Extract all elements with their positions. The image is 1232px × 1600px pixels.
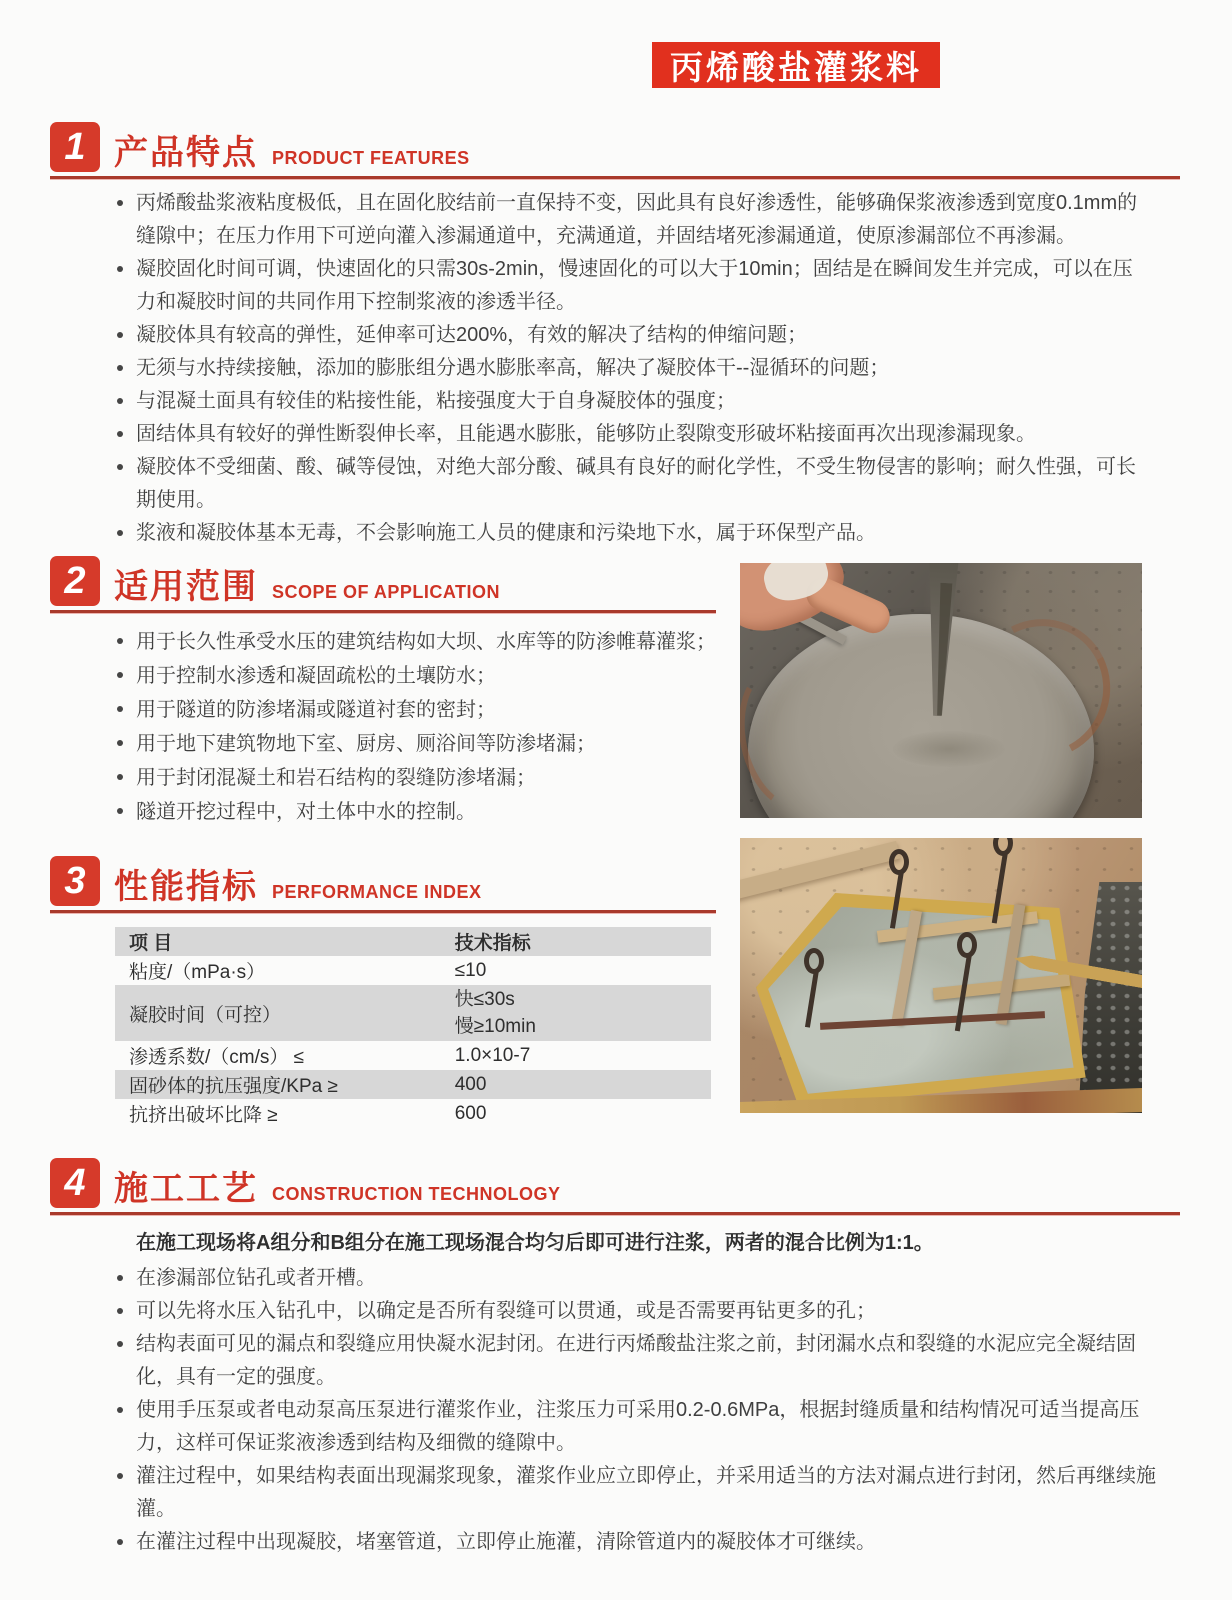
list-item: 丙烯酸盐浆液粘度极低，且在固化胶结前一直保持不变，因此具有良好渗透性，能够确保浆液渗透到宽度0.1mm的缝隙中；在压力作用下可逆向灌入渗漏通道中，充满通道，并固结堵死渗漏通道，使原渗漏部位不再渗漏。 (108, 187, 1150, 253)
mixing-ratio-note: 在施工现场将A组分和B组分在施工现场混合均匀后即可进行注浆，两者的混合比例为1:1。 (136, 1232, 934, 1254)
table-header-row (115, 927, 711, 956)
section-header (50, 1158, 1180, 1208)
list-item: 无须与水持续接触，添加的膨胀组分遇水膨胀率高，解决了凝胶体干--湿循环的问题； (108, 352, 1150, 385)
list-item: 凝胶固化时间可调，快速固化的只需30s-2min，慢速固化的可以大于10min；固结是在瞬间发生并完成，可以在压力和凝胶时间的共同作用下控制浆液的渗透半径。 (108, 253, 1150, 319)
section-title-cn: 施工工艺 (114, 1170, 258, 1208)
photo-anchor-hook (957, 932, 977, 1032)
list-item: 在灌注过程中出现凝胶，堵塞管道，立即停止施灌，清除管道内的凝胶体才可继续。 (108, 1526, 1166, 1559)
table-cell-item: 抗挤出破坏比降 ≥ (129, 1105, 278, 1126)
formwork-grouting-photo (740, 838, 1142, 1113)
table-header-item: 项 目 (129, 933, 173, 954)
photo-anchor-hook (804, 948, 824, 1028)
product-title: 丙烯酸盐灌浆料 (670, 48, 922, 86)
section-header (50, 122, 1180, 172)
list-item: 结构表面可见的漏点和裂缝应用快凝水泥封闭。在进行丙烯酸盐注浆之前，封闭漏水点和裂缝的水泥应完全凝结固化，具有一定的强度。 (108, 1328, 1166, 1394)
list-item: 使用手压泵或者电动泵高压泵进行灌浆作业，注浆压力可采用0.2-0.6MPa，根据封缝质量和结构情况可适当提高压力，这样可保证浆液渗透到结构及细微的缝隙中。 (108, 1394, 1166, 1460)
table-row (115, 1070, 711, 1099)
photo-hook-stem (992, 851, 1008, 923)
section-title-cn: 产品特点 (114, 134, 258, 172)
section-number-badge: 3 (50, 856, 100, 906)
feature-list (108, 187, 1150, 550)
table-cell-value: 1.0×10-7 (454, 1044, 531, 1066)
photo-hook-stem (890, 871, 904, 929)
table-cell-value: ≤10 (454, 959, 487, 981)
gel-time-slow: 慢≥10min (454, 1016, 536, 1037)
section-number-badge: 2 (50, 556, 100, 606)
section-title-en: PERFORMANCE INDEX (272, 882, 482, 902)
section-divider (50, 610, 716, 613)
list-item: 用于地下建筑物地下室、厨房、厕浴间等防渗堵漏； (108, 727, 728, 761)
list-item: 可以先将水压入钻孔中，以确定是否所有裂缝可以贯通，或是否需要再钻更多的孔； (108, 1295, 1166, 1328)
list-item: 在渗漏部位钻孔或者开槽。 (108, 1262, 1166, 1295)
section-title-en: CONSTRUCTION TECHNOLOGY (272, 1184, 561, 1204)
table-cell-value: 400 (454, 1073, 487, 1095)
section-construction-technology (50, 1158, 1180, 1559)
list-item: 与混凝土面具有较佳的粘接性能，粘接强度大于自身凝胶体的强度； (108, 385, 1150, 418)
list-item: 用于控制水渗透和凝固疏松的土壤防水； (108, 659, 728, 693)
section-divider (50, 176, 1180, 179)
table-cell-item: 凝胶时间（可控） (129, 1004, 282, 1026)
list-item: 用于隧道的防渗堵漏或隧道衬套的密封； (108, 693, 728, 727)
list-item: 浆液和凝胶体基本无毒，不会影响施工人员的健康和污染地下水，属于环保型产品。 (108, 517, 1150, 550)
list-item: 用于长久性承受水压的建筑结构如大坝、水库等的防渗帷幕灌浆； (108, 625, 728, 659)
table-cell-item: 粘度/（mPa·s） (129, 962, 266, 983)
section-title-cn: 适用范围 (114, 568, 258, 606)
list-item: 灌注过程中，如果结构表面出现漏浆现象，灌浆作业应立即停止，并采用适当的方法对漏点进行封闭，然后再继续施灌。 (108, 1460, 1166, 1526)
table-cell-item: 渗透系数/（cm/s） ≤ (129, 1047, 305, 1068)
photo-anchor-hook (889, 849, 909, 929)
photo-hook-stem (955, 953, 972, 1031)
section-divider (50, 1212, 1180, 1215)
gel-time-fast: 快≤30s (454, 989, 515, 1010)
table-row (115, 1099, 711, 1128)
photo-anchor-hook (993, 838, 1013, 924)
photo-slurry-pool (893, 731, 1006, 767)
procedure-list (108, 1262, 1166, 1559)
product-title-banner (652, 42, 940, 88)
list-item: 用于封闭混凝土和岩石结构的裂缝防渗堵漏； (108, 761, 728, 795)
grout-mixing-photo (740, 563, 1142, 818)
table-row (115, 956, 711, 985)
section-product-features (50, 122, 1180, 550)
table-cell-value: 600 (454, 1102, 487, 1124)
table-header-value: 技术指标 (454, 933, 531, 954)
application-list (108, 625, 728, 829)
section-number-badge: 4 (50, 1158, 100, 1208)
photo-hook-stem (805, 970, 819, 1028)
list-item: 凝胶体不受细菌、酸、碱等侵蚀，对绝大部分酸、碱具有良好的耐化学性，不受生物侵害的影响；耐久性强，可长期使用。 (108, 451, 1150, 517)
performance-table (115, 927, 711, 1128)
table-cell-value (455, 986, 711, 1040)
table-row (115, 985, 711, 1041)
table-row (115, 1041, 711, 1070)
list-item: 凝胶体具有较高的弹性，延伸率可达200%，有效的解决了结构的伸缩问题； (108, 319, 1150, 352)
section-title-en: PRODUCT FEATURES (272, 148, 470, 168)
section-divider (50, 910, 716, 913)
section-title-en: SCOPE OF APPLICATION (272, 582, 501, 602)
table-cell-item: 固砂体的抗压强度/KPa ≥ (129, 1076, 338, 1097)
section-title-cn: 性能指标 (114, 868, 258, 906)
list-item: 固结体具有较好的弹性断裂伸长率，且能遇水膨胀，能够防止裂隙变形破坏粘接面再次出现渗漏现象。 (108, 418, 1150, 451)
list-item: 隧道开挖过程中，对土体中水的控制。 (108, 795, 728, 829)
section-number-badge: 1 (50, 122, 100, 172)
